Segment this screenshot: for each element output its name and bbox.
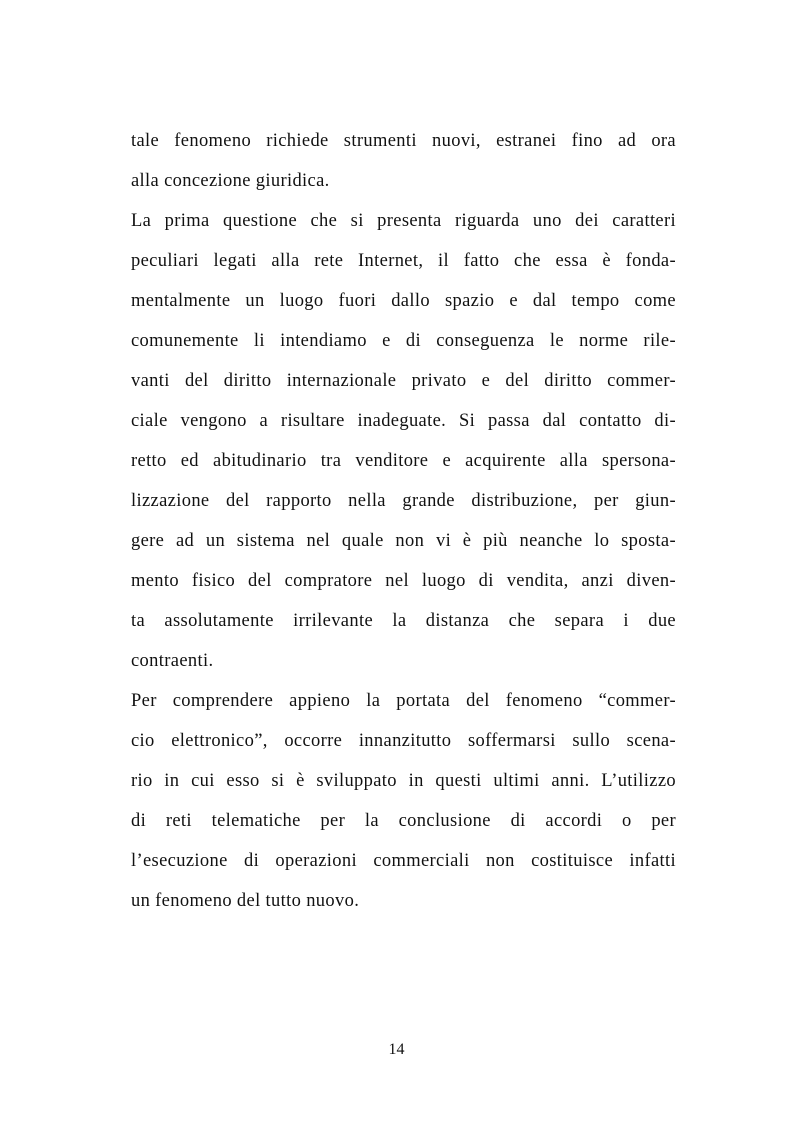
text-line: mento fisico del compratore nel luogo di vendita, anzi diven- — [131, 571, 676, 591]
page-number: 14 — [388, 1041, 405, 1058]
text-line: contraenti. — [131, 651, 214, 671]
text-line: comunemente li intendiamo e di conseguenza le norme rile- — [131, 331, 676, 351]
text-line: peculiari legati alla rete Internet, il fatto che essa è fonda- — [131, 251, 676, 271]
text-line: di reti telematiche per la conclusione di accordi o per — [131, 811, 676, 831]
text-line: l’esecuzione di operazioni commerciali non costituisce infatti — [131, 851, 676, 871]
text-line: gere ad un sistema nel quale non vi è più neanche lo sposta- — [131, 531, 676, 551]
text-line: un fenomeno del tutto nuovo. — [131, 891, 360, 911]
text-line: tale fenomeno richiede strumenti nuovi, estranei fino ad ora — [131, 131, 676, 151]
text-line: lizzazione del rapporto nella grande distribuzione, per giun- — [131, 491, 676, 511]
text-line: mentalmente un luogo fuori dallo spazio e dal tempo come — [131, 291, 676, 311]
text-line: rio in cui esso si è sviluppato in questi ultimi anni. L’utilizzo — [131, 771, 676, 791]
text-line: cio elettronico”, occorre innanzitutto soffermarsi sullo scena- — [131, 731, 676, 751]
text-line: Per comprendere appieno la portata del fenomeno “commer- — [131, 691, 676, 711]
text-line: alla concezione giuridica. — [131, 171, 330, 191]
text-line: ciale vengono a risultare inadeguate. Si passa dal contatto di- — [131, 411, 676, 431]
text-line: La prima questione che si presenta riguarda uno dei caratteri — [131, 211, 676, 231]
body-text — [131, 121, 676, 921]
text-line: vanti del diritto internazionale privato e del diritto commer- — [131, 371, 676, 391]
text-line: retto ed abitudinario tra venditore e acquirente alla spersona- — [131, 451, 676, 471]
text-line: ta assolutamente irrilevante la distanza che separa i due — [131, 611, 676, 631]
